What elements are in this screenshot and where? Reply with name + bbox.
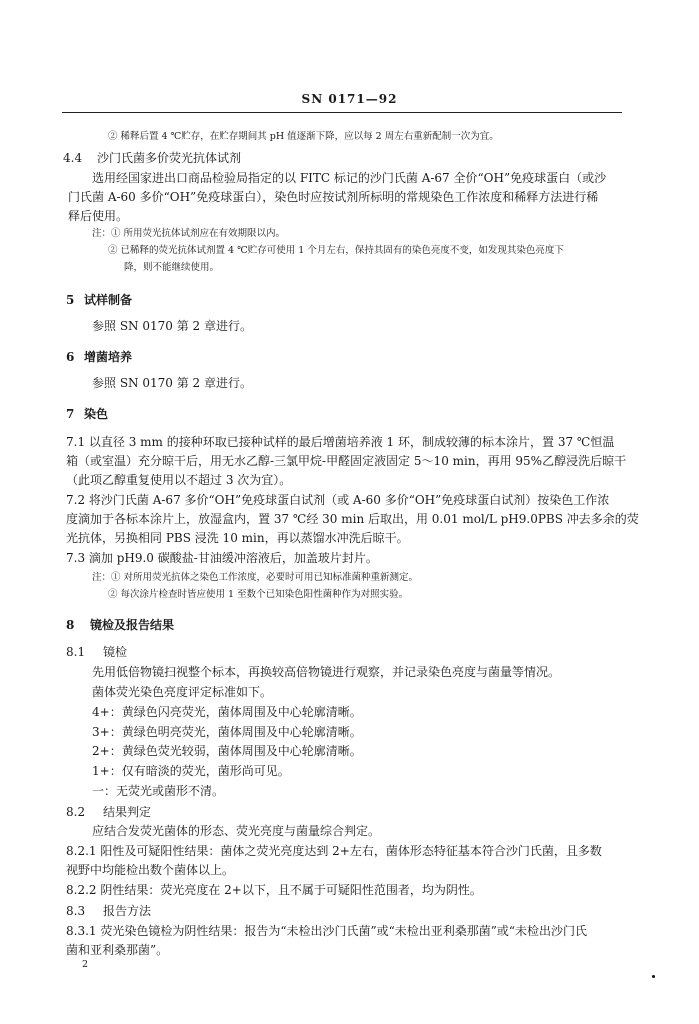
section-8-3-title: 报告方法 [103,904,152,918]
section-8-1-number: 8.1 [66,645,86,659]
para-8-1: 先用低倍物镜扫视整个标本，再换较高倍物镜进行观察，并记录染色亮度与菌量等情况。 [92,665,561,679]
para-7-2: 光抗体，另换相同 PBS 浸洗 10 min，再以蒸馏水冲洗后晾干。 [66,531,409,545]
header-rule [62,112,622,113]
top-note: ② 稀释后置 4 ℃贮存，在贮存期间其 pH 值逐渐下降，应以每 2 周左右重新配制一次为宜。 [108,131,499,142]
section-8-3-number: 8.3 [66,904,86,918]
section-4-4-number: 4.4 [63,151,83,165]
section-4-4-note: 注：① 所用荧光抗体试剂应在有效期限以内。 [92,228,286,239]
section-6-body: 参照 SN 0170 第 2 章进行。 [92,376,252,390]
section-4-4-title: 沙门氏菌多价荧光抗体试剂 [97,151,242,165]
section-7-note: ② 每次涂片检查时皆应使用 1 至数个已知染色阳性菌种作为对照实验。 [108,589,409,600]
para-8-2-2: 8.2.2 阴性结果：荧光亮度在 2+以下，且不属于可疑阳性范围者，均为阴性。 [66,883,482,897]
para-7-2: 度滴加于各标本涂片上，放湿盒内，置 37 ℃经 30 min 后取出，用 0.01 mol/L pH9.0PBS 冲去多余的荧 [66,512,639,526]
section-7-number: 7 [66,407,75,421]
section-5-title: 试样制备 [84,293,133,307]
standard-code: SN 0171—92 [301,92,398,106]
section-5-body: 参照 SN 0170 第 2 章进行。 [92,319,252,333]
section-4-4-line: 门氏菌 A-60 多价“OH”免疫球蛋白），染色时应按试剂所标明的常规染色工作浓度和稀释方法进行稀 [68,190,599,204]
section-6-number: 6 [66,350,75,364]
section-4-4-line: 选用经国家进出口商品检验局指定的以 FITC 标记的沙门氏菌 A-67 全价“OH”免疫球蛋白（或沙 [92,171,607,185]
section-8-2-title: 结果判定 [103,805,152,819]
grade-item: 4+：黄绿色闪亮荧光，菌体周围及中心轮廓清晰。 [92,705,362,719]
para-8-3-1: 8.3.1 荧光染色镜检为阴性结果：报告为“未检出沙门氏菌”或“未检出亚利桑那菌”或“未检出沙门氏 [66,924,588,938]
section-8-1-title: 镜检 [103,645,128,659]
para-7-1: 箱（或室温）充分晾干后，用无水乙醇-三氯甲烷-甲醛固定液固定 5～10 min，再用 95%乙醇浸洗后晾干 [66,454,627,468]
para-8-2-1: 8.2.1 阳性及可疑阳性结果：菌体之荧光亮度达到 2+左右，菌体形态特征基本符合沙门氏菌，且多数 [66,844,602,858]
grade-item: 3+：黄绿色明亮荧光，菌体周围及中心轮廓清晰。 [92,725,362,739]
para-7-2: 7.2 将沙门氏菌 A-67 多价“OH”免疫球蛋白试剂（或 A-60 多价“OH”免疫球蛋白试剂）按染色工作浓 [66,493,610,507]
para-7-3: 7.3 滴加 pH9.0 碳酸盐-甘油缓冲溶液后，加盖玻片封片。 [66,551,378,565]
para-8-2: 应结合发荧光菌体的形态、荧光亮度与菌量综合判定。 [92,824,381,838]
section-5-number: 5 [66,293,75,307]
para-8-1: 菌体荧光染色亮度评定标准如下。 [92,685,273,699]
para-8-3-1: 菌和亚利桑那菌”。 [66,943,169,957]
scan-speck [652,975,655,978]
section-8-number: 8 [66,618,75,632]
section-4-4-line: 释后使用。 [68,209,129,223]
section-4-4-note: ② 已稀释的荧光抗体试剂置 4 ℃贮存可使用 1 个月左右，保持其固有的染色亮度不变，如发现其染色亮度下 [108,245,564,256]
grade-item: 一：无荧光或菌形不清。 [92,784,225,798]
para-8-2-1: 视野中均能检出数个菌体以上。 [66,863,235,877]
section-8-title: 镜检及报告结果 [90,618,175,632]
grade-item: 1+：仅有暗淡的荧光，菌形尚可见。 [92,764,290,778]
section-7-title: 染色 [84,407,109,421]
para-7-1: （此项乙醇重复使用以不超过 3 次为宜）。 [66,473,292,487]
grade-item: 2+：黄绿色荧光较弱，菌体周围及中心轮廓清晰。 [92,744,362,758]
section-8-2-number: 8.2 [66,805,86,819]
section-4-4-note: 降，则不能继续使用。 [124,262,220,273]
page-number: 2 [82,959,89,970]
section-6-title: 增菌培养 [84,350,133,364]
section-7-note: 注：① 对所用荧光抗体之染色工作浓度，必要时可用已知标准菌种重新测定。 [92,572,419,583]
para-7-1: 7.1 以直径 3 mm 的接种环取已接种试样的最后增菌培养液 1 环，制成较薄的标本涂片，置 37 ℃恒温 [66,435,615,449]
